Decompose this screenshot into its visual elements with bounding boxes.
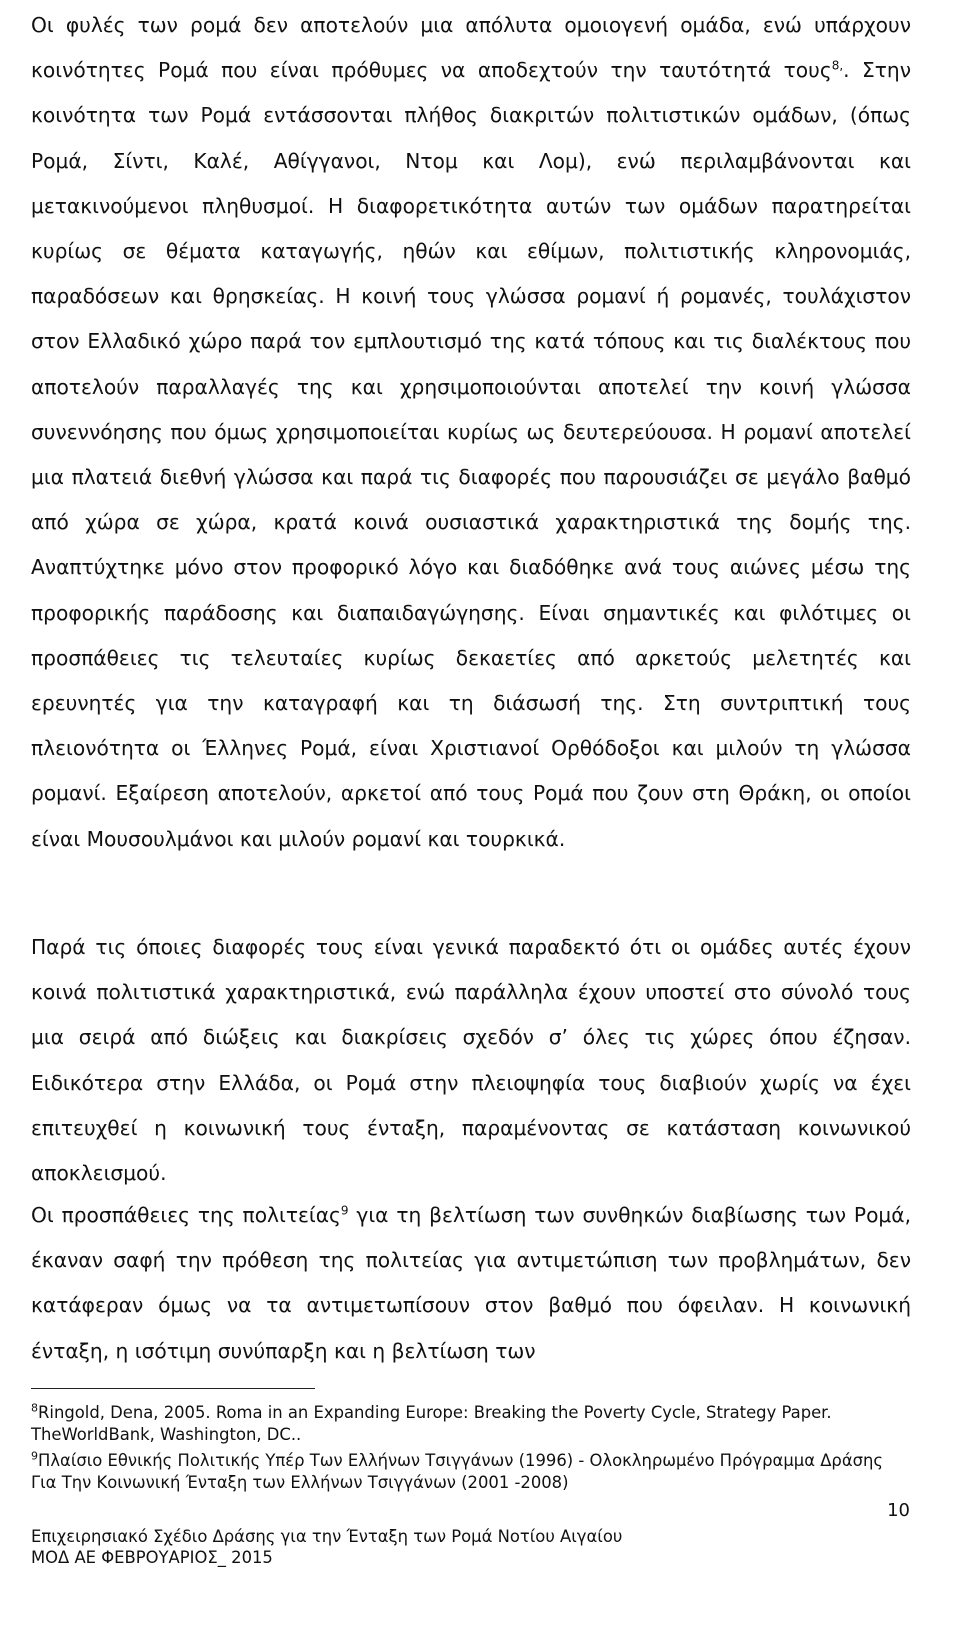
footnote-9 <box>31 1450 911 1493</box>
body-paragraph-1 <box>31 3 911 862</box>
body-paragraph-2: Παρά τις όποιες διαφορές τους είναι γενικά παραδεκτό ότι οι ομάδες αυτές έχουν κοινά πολιτιστικά χαρακτηριστικά, ενώ παράλληλα έχουν υποστεί στο σύνολό τους μια σειρά από διώξεις και διακρίσεις σχεδόν σ’ όλες τις χώρες όπου έζησαν. Ειδικότερα στην Ελλάδα, οι Ρομά στην πλειοψηφία τους διαβιούν χωρίς να έχει επιτευχθεί η κοινωνική τους ένταξη, παραμένοντας σε κατάσταση κοινωνικού αποκλεισμού. <box>31 935 911 1186</box>
body-paragraph-3 <box>31 1193 911 1374</box>
footnote-reference-9[interactable]: 9 <box>340 1203 349 1218</box>
footnote-text: Πλαίσιο Εθνικής Πολιτικής Υπέρ Των Ελλήνων Τσιγγάνων (1996) - Ολοκληρωμένο Πρόγραμμα Δράσης Για Την Κοινωνική Ένταξη των Ελλήνων Τσιγγάνων (2001 -2008) <box>31 1451 884 1492</box>
paragraph-text: Οι φυλές των ρομά δεν αποτελούν μια απόλυτα ομοιογενή ομάδα, ενώ υπάρχουν κοινότητες Ρομά που είναι πρόθυμες να αποδεχτούν την ταυτότητά τους <box>31 13 911 83</box>
footnote-text: Ringold, Dena, 2005. Roma in an Expanding Europe: Breaking the Poverty Cycle, Strategy Paper. TheWorldBank, Washington, DC.. <box>31 1403 832 1444</box>
footnote-separator <box>31 1388 315 1389</box>
footnote-8 <box>31 1402 911 1445</box>
footnote-mark: 8 <box>31 1401 38 1415</box>
page-footer <box>31 1526 622 1568</box>
footnote-reference-8[interactable]: 8, <box>831 58 844 73</box>
footnote-mark: 9 <box>31 1449 38 1463</box>
page-number: 10 <box>887 1500 910 1521</box>
footer-date: ΜΟΔ ΑΕ ΦΕΒΡΟΥΑΡΙΟΣ_ 2015 <box>31 1548 273 1567</box>
footer-title: Επιχειρησιακό Σχέδιο Δράσης για την Ένταξη των Ρομά Νοτίου Αιγαίου <box>31 1527 623 1546</box>
paragraph-text: Οι προσπάθειες της πολιτείας <box>31 1203 341 1227</box>
paragraph-text: για τη βελτίωση των συνθηκών διαβίωσης των Ρομά, έκαναν σαφή την πρόθεση της πολιτείας για αντιμετώπιση των προβλημάτων, δεν κατάφεραν όμως να τα αντιμετωπίσουν στον βαθμό που όφειλαν. Η κοινωνική ένταξη, η ισότιμη συνύπαρξη και η βελτίωση των <box>31 1203 911 1363</box>
paragraph-text: . Στην κοινότητα των Ρομά εντάσσονται πλήθος διακριτών πολιτιστικών ομάδων, (όπως Ρομά, Σίντι, Καλέ, Αθίγγανοι, Ντομ και Λομ), ενώ περιλαμβάνονται και μετακινούμενοι πληθυσμοί. Η διαφορετικότητα αυτών των ομάδων παρατηρείται κυρίως σε θέματα καταγωγής, ηθών και εθίμων, πολιτιστικής κληρονομιάς, παραδόσεων και θρησκείας. Η κοινή τους γλώσσα ρομανί ή ρομανές, τουλάχιστον στον Ελλαδικό χώρο παρά τον εμπλουτισμό της κατά τόπους και τις διαλέκτους που αποτελούν παραλλαγές της και χρησιμοποιούνται αποτελεί την κοινή γλώσσα συνεννόησης που όμως χρησιμοποιείται κυρίως ως δευτερεύουσα. Η ρομανί αποτελεί μια πλατειά διεθνή γλώσσα και παρά τις διαφορές που παρουσιάζει σε μεγάλο βαθμό από χώρα σε χώρα, κρατά κοινά ουσιαστικά χαρακτηριστικά της δομής της. Αναπτύχτηκε μόνο στον προφορικό λόγο και διαδόθηκε ανά τους αιώνες μέσω της προφορικής παράδοσης και διαπαιδαγώγησης. Είναι σημαντικές και φιλότιμες οι προσπάθειες τις τελευταίες κυρίως δεκαετίες από αρκετούς μελετητές και ερευνητές για την καταγραφή και τη διάσωσή της. Στη συντριπτική τους πλειονότητα οι Έλληνες Ρομά, είναι Χριστιανοί Ορθόδοξοι και μιλούν τη γλώσσα ρομανί. Εξαίρεση αποτελούν, αρκετοί από τους Ρομά που ζουν στη Θράκη, οι οποίοι είναι Μουσουλμάνοι και μιλούν ρομανί και τουρκικά. <box>31 58 911 851</box>
